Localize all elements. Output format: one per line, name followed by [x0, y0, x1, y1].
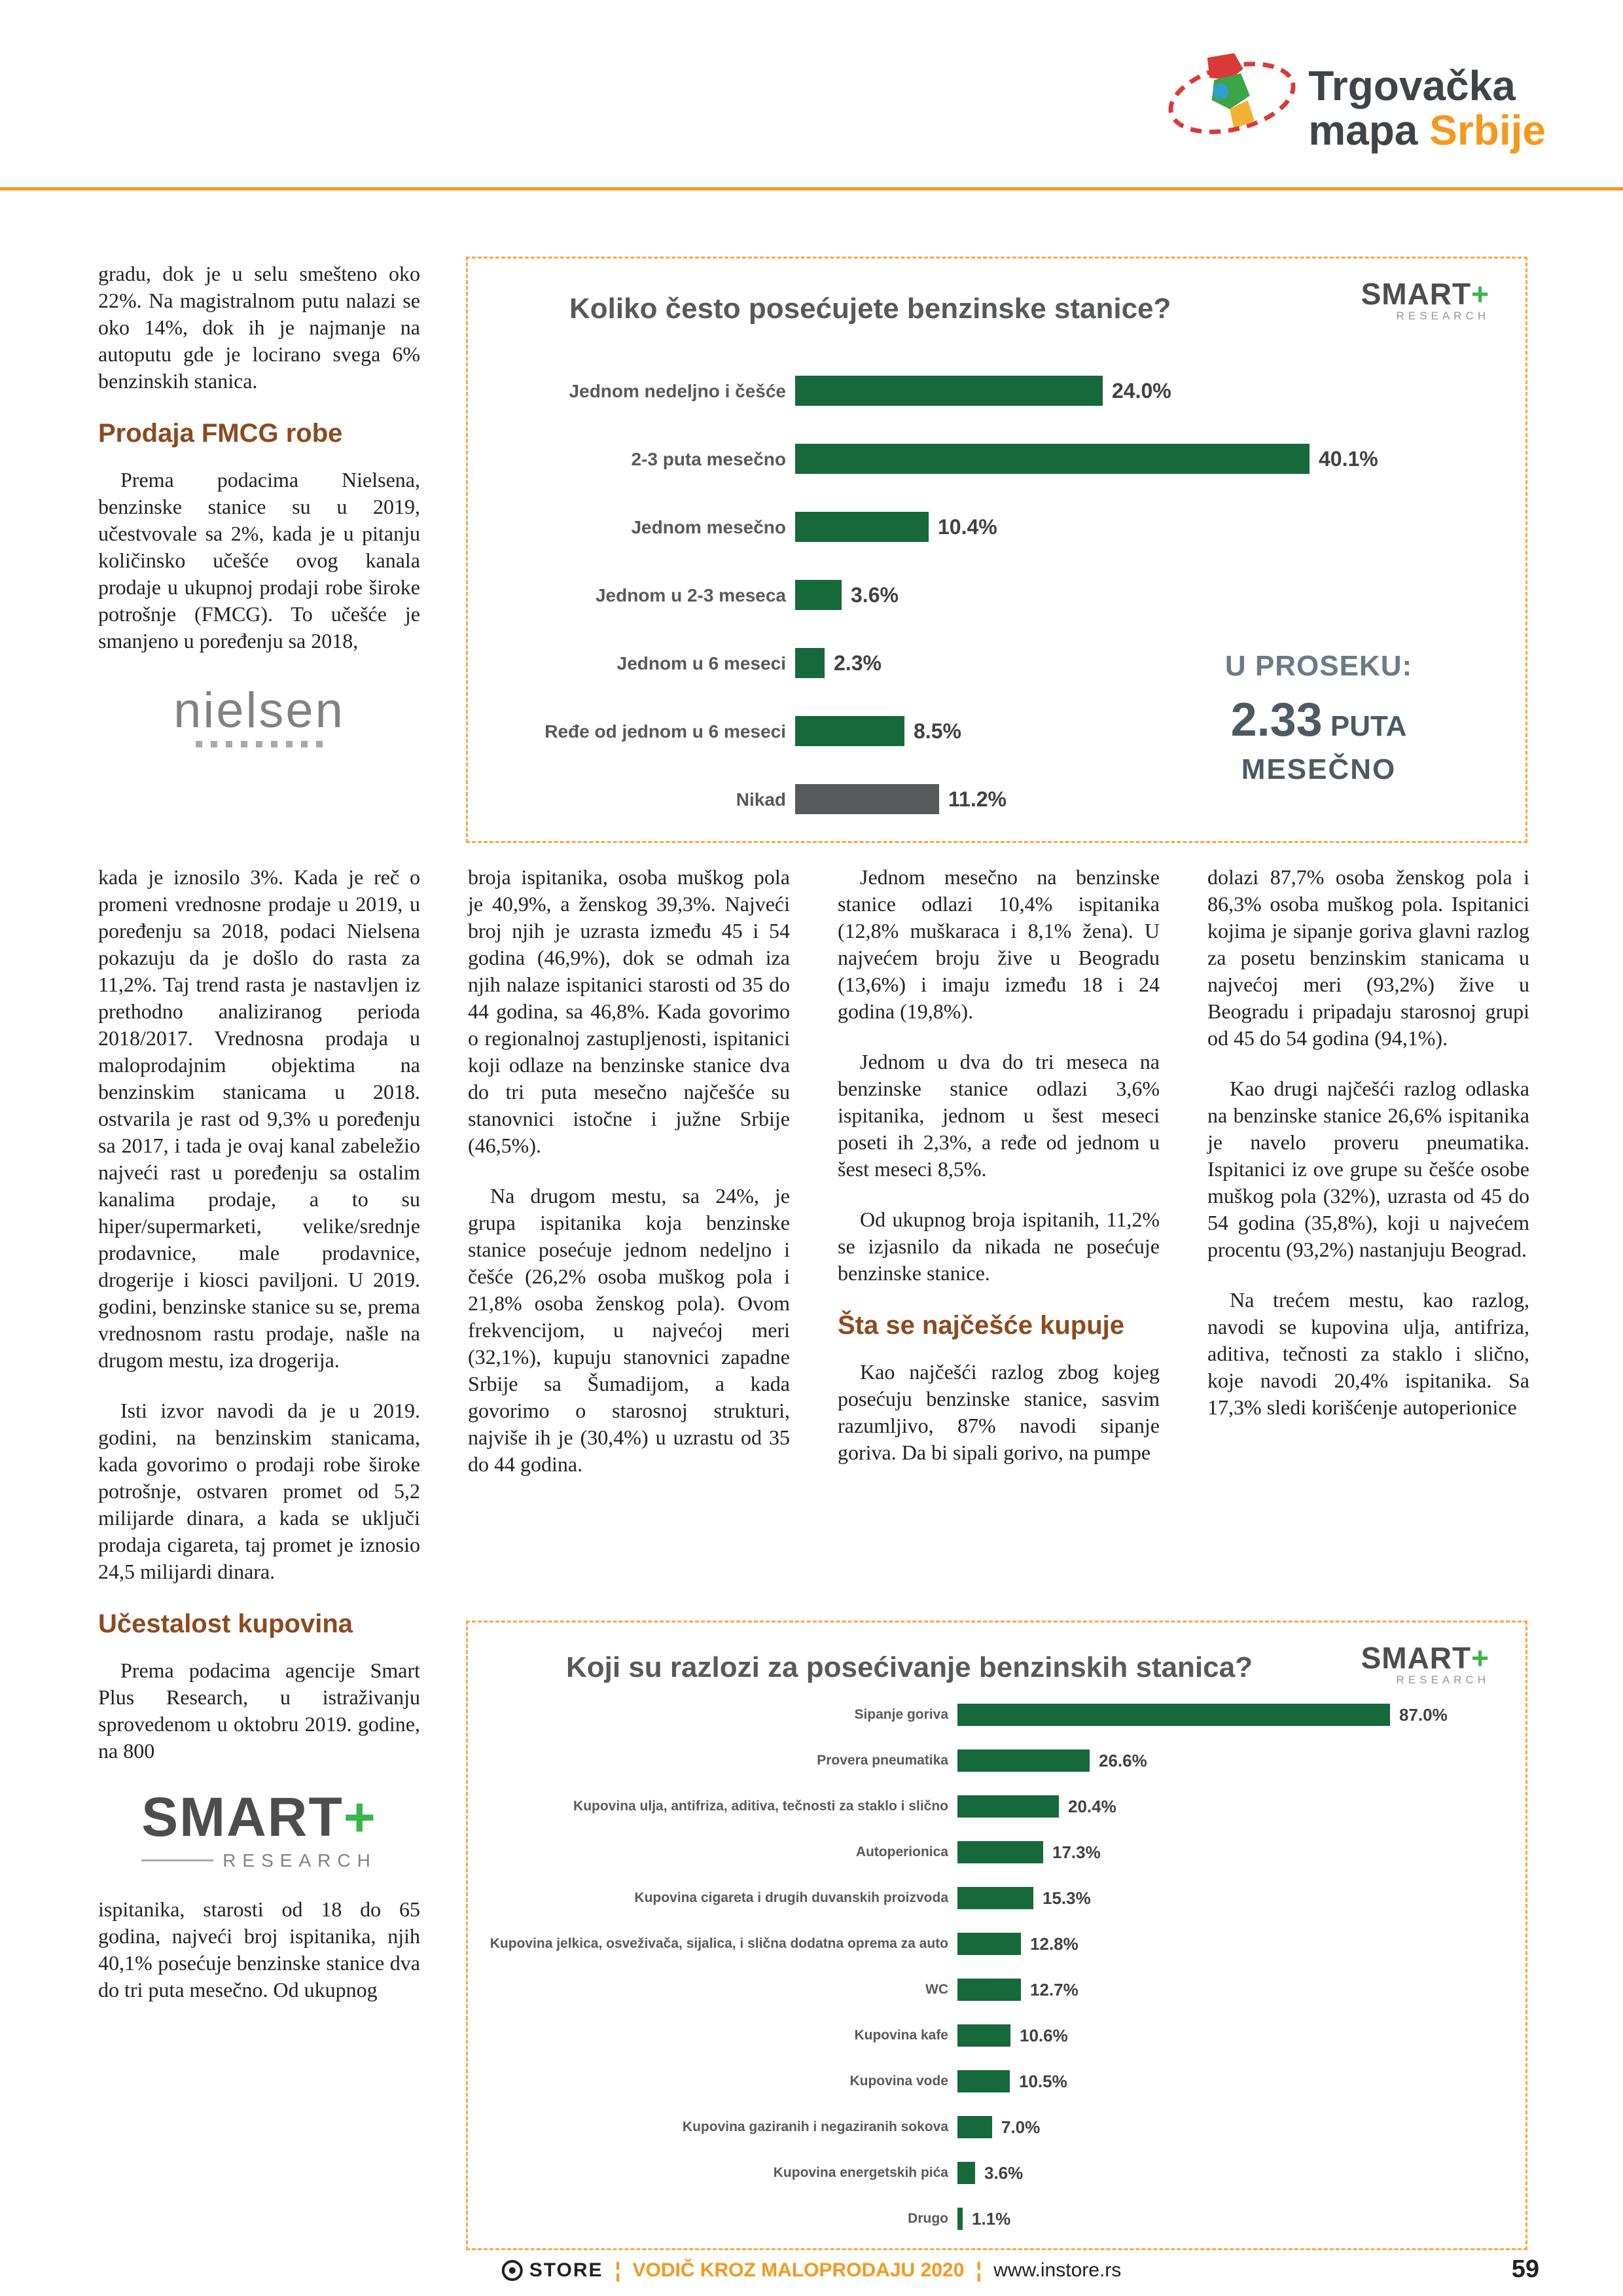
chart-bar: [957, 2024, 1010, 2047]
chart-row: [468, 1921, 1525, 1967]
chart-value-label: 10.6%: [1020, 2025, 1068, 2045]
chart-bar: [795, 580, 842, 610]
chart-value-label: 40.1%: [1319, 446, 1378, 471]
brand-line2-word1: mapa: [1308, 107, 1418, 154]
average-value: 2.33 PUTA: [1230, 694, 1407, 746]
footer-separator: ¦: [615, 2258, 621, 2282]
smart-plus-icon: +: [1471, 277, 1489, 311]
chart-bar: [957, 2070, 1010, 2092]
chart-value-label: 7.0%: [1001, 2117, 1041, 2137]
chart-value-label: 10.4%: [938, 514, 997, 539]
chart-bar: [957, 2116, 992, 2138]
smart-wordmark: SMART+: [1361, 277, 1489, 311]
paragraph: Od ukupnog broja ispitanih, 11,2% se izjasnilo da nikada ne posećuje benzinske stanice.: [838, 1208, 1160, 1285]
chart-value-label: 17.3%: [1052, 1842, 1101, 1862]
chart-category-label: Drugo: [908, 2211, 948, 2226]
paragraph: Na trećem mestu, kao razlog, navodi se kupovina ulja, antifriza, aditiva, tečnosti za staklo i slično, koje navodi 20,4% ispitanika. Sa 17,3% sledi korišćenje autoperionice: [1207, 1288, 1529, 1419]
paragraph: Jednom u dva do tri meseca na benzinske stanice odlazi 3,6% ispitanika, jednom u šest meseci poseti ih 2,3%, a ređe od jednom u šest meseci 8,5%.: [838, 1050, 1160, 1181]
chart-row: [468, 2196, 1525, 2242]
paragraph: kada je iznosilo 3%. Kada je reč o promeni vrednosne prodaje u 2019, u poređenju sa 2018, podaci Nielsena pokazuju da je došlo do rasta za 11,2%. Taj trend rasta je nastavljen iz prethodno analiziranog perioda 2018/2017. Vrednosna prodaja u maloprodajnim objektima na benzinskim stanicama u 2018. ostvarila je rast od 9,3% u poređenju sa 2017, i tada je ovaj kanal zabeležio najveći rast u poređenju sa ostalim kanalima prodaje, a to su hiper/supermarketi, velike/srednje prodavnice, male prodavnice, drogerije i kiosci paviljoni. U 2019. godini, benzinske stanice su se, prema vrednosnom rastu prodaje, našle na drugom mestu, iza drogerija.: [98, 865, 420, 1372]
footer-url-link[interactable]: www.instore.rs: [993, 2259, 1122, 2281]
smart-plus-research-logo: [98, 1788, 420, 1874]
column-1-lower: [98, 864, 420, 2027]
chart-row: [468, 2058, 1525, 2104]
chart-bar: [957, 2208, 963, 2230]
chart-rows: [468, 1692, 1525, 2242]
chart-category-label: Kupovina gaziranih i negaziranih sokova: [682, 2119, 948, 2134]
section-heading-sta-se-kupuje: Šta se najčešće kupuje: [838, 1311, 1125, 1340]
paragraph: gradu, dok je u selu smešteno oko 22%. Na magistralnom putu nalazi se oko 14%, dok ih je najmanje na autoputu gde je locirano svega 6% benzinskih stanica.: [98, 262, 420, 393]
trgovacka-mapa-srbije-logo: [1165, 46, 1546, 170]
chart-category-label: Sipanje goriva: [854, 1707, 948, 1722]
chart-value-label: 11.2%: [948, 787, 1007, 811]
chart-bar: [795, 716, 904, 746]
chart-bar: [957, 1704, 1390, 1726]
average-annotation: [1175, 650, 1463, 786]
column-1-upper: [98, 260, 420, 754]
chart-title: Koji su razlozi za posećivanje benzinskih stanica?: [566, 1651, 1253, 1683]
chart-bar: [795, 784, 939, 814]
chart-value-label: 26.6%: [1099, 1750, 1147, 1770]
chart-bar: [957, 1841, 1043, 1863]
paragraph: Kao najčešći razlog zbog kojeg posećuju benzinske stanice, sasvim razumljivo, 87% navodi sipanje goriva. Da bi sipali gorivo, na pumpe: [838, 1360, 1160, 1464]
logo-rule: [141, 1859, 213, 1861]
chart-category-label: Jednom u 2-3 meseca: [595, 584, 786, 605]
paragraph: dolazi 87,7% osoba ženskog pola i 86,3% osoba muškog pola. Ispitanici kojima je sipanje goriva glavni razlog za posetu benzinskim stanicama u najvećoj meri (93,2%) žive u Beogradu i pripadaju starosnoj grupi od 45 do 54 godina (94,1%).: [1207, 865, 1529, 1050]
chart-category-label: Ređe od jednom u 6 meseci: [544, 721, 786, 742]
chart-value-label: 10.5%: [1019, 2071, 1067, 2091]
smart-plus-logo: [1361, 278, 1489, 323]
brand-line1: Trgovačka: [1308, 62, 1516, 109]
chart-row: [468, 1784, 1525, 1829]
brand-line2-word2: Srbije: [1429, 107, 1546, 154]
chart-frequency-visits: [466, 257, 1527, 843]
chart-category-label: Kupovina cigareta i drugih duvanskih proizvoda: [634, 1890, 948, 1905]
chart-category-label: Jednom u 6 meseci: [616, 653, 786, 673]
footer-separator: ¦: [976, 2258, 982, 2282]
chart-bar: [957, 1749, 1090, 1772]
chart-value-label: 3.6%: [851, 583, 899, 607]
chart-bar: [957, 1933, 1021, 1955]
paragraph: Prema podacima Nielsena, benzinske stanice su u 2019, učestvovale sa 2%, kada je u pitanju količinsko učešće ovog kanala prodaje u ukupnoj prodaji robe široke potrošnje (FMCG). To učešće je smanjeno u poređenju sa 2018,: [98, 468, 420, 653]
smart-wordmark: SMART+: [141, 1786, 377, 1848]
chart-visit-reasons: [466, 1621, 1527, 2250]
paragraph: Prema podacima agencije Smart Plus Research, u istraživanju sprovedenom u oktobru 2019. godine, na 800: [98, 1659, 420, 1763]
chart-bar: [795, 512, 929, 542]
paragraph: broja ispitanika, osoba muškog pola je 40,9%, a ženskog 39,3%. Najveći broj njih je uzrasta između 45 i 54 godina (46,9%), dok se odmah iza njih nalaze ispitanici starosti od 35 do 44 godina, sa 46,8%. Kada govorimo o regionalnoj zastupljenosti, ispitanici koji odlaze na benzinske stanice dva do tri puta mesečno najčešće su stanovnici istočne i južne Srbije (46,5%).: [468, 865, 790, 1157]
chart-bar: [795, 648, 825, 678]
column-3: [838, 864, 1160, 1490]
smart-plus-icon: +: [1471, 1641, 1489, 1675]
chart-row: [468, 2104, 1525, 2150]
smart-plus-logo: [1361, 1642, 1489, 1687]
chart-category-label: Nikad: [736, 789, 786, 810]
smart-wordmark: SMART+: [1361, 1641, 1489, 1675]
chart-row: [468, 2013, 1525, 2058]
chart-category-label: Jednom nedeljno i češće: [569, 380, 786, 401]
chart-value-label: 2.3%: [834, 651, 882, 675]
chart-row: [468, 1738, 1525, 1784]
paragraph: ispitanika, starosti od 18 do 65 godina, najveći broj ispitanika, njih 40,1% posećuje benzinske stanice dva do tri puta mesečno. Od ukupnog: [98, 1897, 420, 2001]
chart-value-label: 3.6%: [984, 2162, 1024, 2183]
chart-category-label: Kupovina energetskih pića: [773, 2165, 948, 2180]
column-2: [468, 864, 790, 1501]
footer-guide-title: VODIČ KROZ MALOPRODAJU 2020: [632, 2259, 965, 2281]
column-4: [1207, 864, 1529, 1444]
chart-row: [468, 1967, 1525, 2013]
chart-row: [468, 1875, 1525, 1921]
chart-row: [468, 357, 1525, 425]
smart-plus-icon: +: [343, 1786, 377, 1848]
chart-value-label: 12.7%: [1030, 1979, 1079, 2000]
section-heading-ucestalost-kupovina: Učestalost kupovina: [98, 1609, 353, 1638]
chart-value-label: 8.5%: [914, 719, 961, 743]
header-rule: [0, 187, 1623, 190]
chart-value-label: 15.3%: [1043, 1888, 1091, 1908]
chart-category-label: Jednom mesečno: [631, 516, 786, 537]
average-unit: MESEČNO: [1241, 753, 1397, 785]
chart-value-label: 1.1%: [972, 2208, 1011, 2229]
section-heading-prodaja-fmcg: Prodaja FMCG robe: [98, 419, 343, 448]
serbia-map-icon: [1165, 46, 1299, 170]
chart-category-label: WC: [925, 1982, 948, 1997]
average-label: U PROSEKU:: [1224, 650, 1413, 682]
page-footer: [0, 2255, 1623, 2291]
chart-value-label: 12.8%: [1030, 1933, 1079, 1954]
chart-category-label: Provera pneumatika: [817, 1753, 948, 1768]
nielsen-wordmark: nielsen: [173, 683, 345, 738]
smart-research-label: RESEARCH: [1396, 1674, 1489, 1686]
chart-bar: [957, 1979, 1021, 2001]
chart-category-label: 2-3 puta mesečno: [631, 448, 786, 469]
chart-bar: [795, 376, 1103, 406]
chart-bar: [957, 2162, 975, 2184]
chart-bar: [957, 1887, 1033, 1909]
chart-value-label: 20.4%: [1068, 1796, 1116, 1816]
chart-row: [468, 2150, 1525, 2196]
nielsen-dots-icon: [98, 741, 420, 747]
chart-row: [468, 561, 1525, 629]
chart-row: [468, 1692, 1525, 1738]
store-label: STORE: [529, 2259, 603, 2281]
smart-research-label: RESEARCH: [1396, 310, 1489, 322]
chart-category-label: Kupovina ulja, antifriza, aditiva, tečnosti za staklo i slično: [573, 1799, 948, 1814]
chart-value-label: 87.0%: [1399, 1704, 1448, 1725]
paragraph: Isti izvor navodi da je u 2019. godini, na benzinskim stanicama, kada govorimo o prodaji robe široke potrošnje, ostvaren promet od 5,2 milijarde dinara, a kada se uključi prodaja cigareta, taj promet je iznosio 24,5 milijardi dinara.: [98, 1399, 420, 1583]
chart-category-label: Kupovina jelkica, osveživača, sijalica, i slična dodatna oprema za auto: [490, 1936, 948, 1951]
chart-value-label: 24.0%: [1112, 378, 1171, 403]
store-logo-icon: [502, 2260, 523, 2281]
chart-row: [468, 493, 1525, 561]
chart-row: [468, 425, 1525, 493]
footer-center: [502, 2258, 1122, 2282]
chart-category-label: Kupovina vode: [849, 2073, 948, 2089]
nielsen-logo: [98, 685, 420, 747]
store-logo: [502, 2259, 603, 2282]
chart-bar: [957, 1795, 1059, 1818]
chart-row: [468, 1829, 1525, 1875]
page-number: 59: [1511, 2255, 1539, 2283]
paragraph: Na drugom mestu, sa 24%, je grupa ispitanika koja benzinske stanice posećuje jednom nedeljno i češće (26,2% osoba muškog pola i 21,8% osoba ženskog pola). Ovom frekvencijom, u najvećoj meri (32,1%), kupuju stanovnici zapadne Srbije sa Šumadijom, a kada govorimo o starosnoj strukturi, najviše ih je (30,4%) u uzrastu od 35 do 44 godina.: [468, 1184, 790, 1476]
chart-title: Koliko često posećujete benzinske stanice?: [569, 293, 1171, 325]
smart-research-label: RESEARCH: [98, 1847, 420, 1874]
brand-wordmark: [1308, 63, 1546, 152]
chart-category-label: Autoperionica: [855, 1844, 948, 1859]
chart-category-label: Kupovina kafe: [854, 2028, 948, 2043]
paragraph: Kao drugi najčešći razlog odlaska na benzinske stanice 26,6% ispitanika je navelo proveru pneumatika. Ispitanici iz ove grupe su češće osobe muškog pola (32%), uzrasta od 45 do 54 godina (35,8%), koji u najvećem procentu (93,2%) nastanjuju Beograd.: [1207, 1077, 1529, 1261]
chart-bar: [795, 444, 1310, 474]
paragraph: Jednom mesečno na benzinske stanice odlazi 10,4% ispitanika (12,8% muškaraca i 8,1% žena). U najvećem broju žive u Beogradu (13,6%) i imaju između 18 i 24 godina (19,8%).: [838, 865, 1160, 1023]
